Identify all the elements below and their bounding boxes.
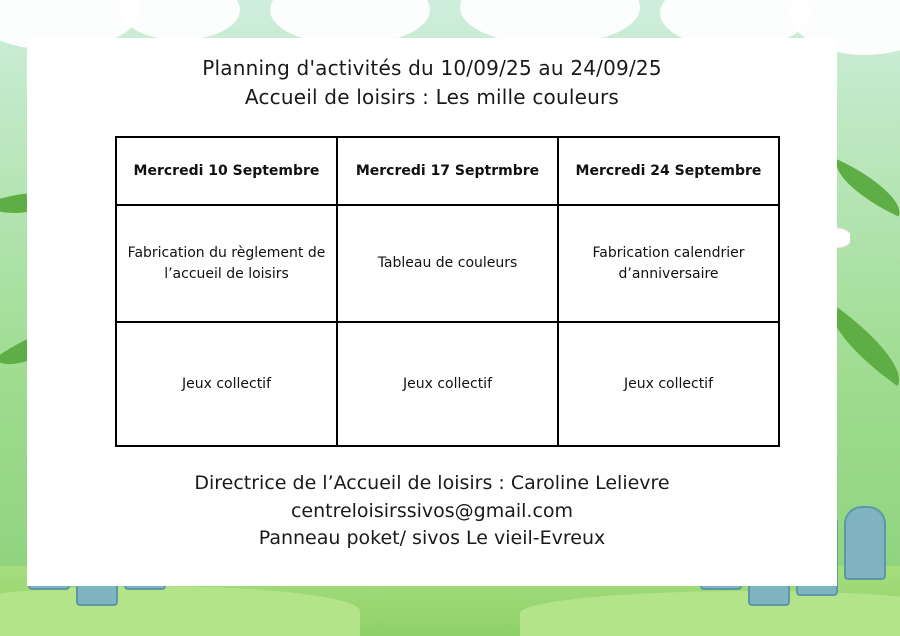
table-row <box>116 205 779 322</box>
notice-board-line: Panneau poket/ sivos Le vieil-Evreux <box>258 527 606 549</box>
column-header: Mercredi 24 Septembre <box>558 137 779 205</box>
page-title: Planning d'activités du 10/09/25 au 24/09/25 <box>202 56 662 80</box>
table-cell: Jeux collectif <box>337 322 558 446</box>
table-cell: Jeux collectif <box>116 322 337 446</box>
table-cell: Tableau de couleurs <box>337 205 558 322</box>
column-header: Mercredi 10 Septembre <box>116 137 337 205</box>
table-cell: Jeux collectif <box>558 322 779 446</box>
table-row <box>116 322 779 446</box>
page-subtitle: Accueil de loisirs : Les mille couleurs <box>244 85 620 109</box>
contact-email: centreloisirssivos@gmail.com <box>290 500 574 522</box>
table-header-row <box>116 137 779 205</box>
table-cell: Fabrication calendrier d’anniversaire <box>558 205 779 322</box>
column-header: Mercredi 17 Septrmbre <box>337 137 558 205</box>
activities-table <box>115 136 780 447</box>
table-cell: Fabrication du règlement de l’accueil de loisirs <box>116 205 337 322</box>
planning-panel <box>27 38 837 586</box>
director-line: Directrice de l’Accueil de loisirs : Caroline Lelievre <box>194 472 670 494</box>
